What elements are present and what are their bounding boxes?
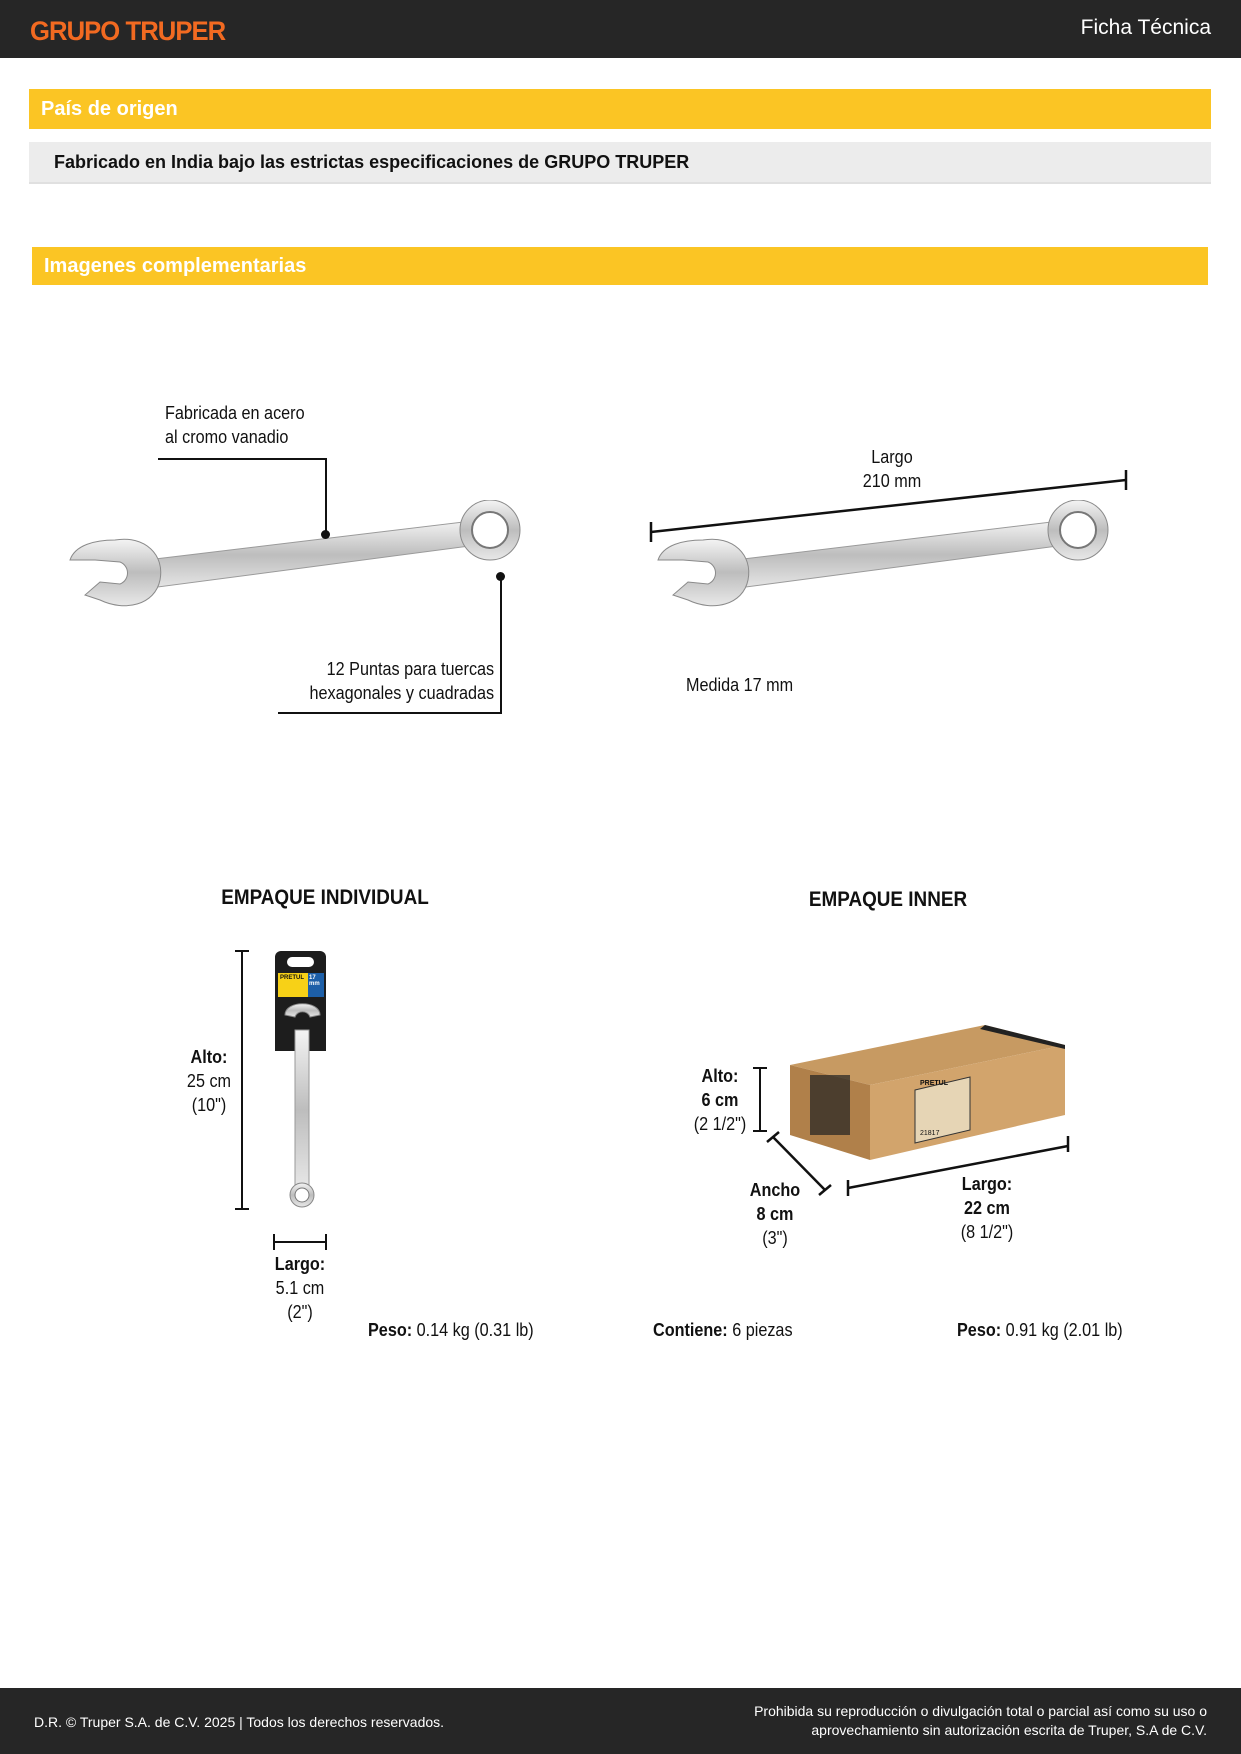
footer [0,1688,1241,1754]
wrench-image-features [60,500,540,610]
individual-alto [164,1045,254,1117]
inner-ancho [730,1178,820,1250]
card-brand: PRETUL [278,973,308,997]
callout-line: hexagonales y cuadradas [309,683,494,703]
callout-leader [158,458,326,460]
callout-leader [500,576,502,714]
size-label: Medida 17 mm [686,675,794,695]
contains-label: Contiene: [653,1320,728,1340]
callout-line: 12 Puntas para tuercas [326,659,494,679]
inner-alto [675,1064,765,1136]
weight-label: Peso: [368,1320,413,1340]
card-size: 17 mm [308,973,324,997]
length-word: Largo [871,447,913,467]
callout-leader [325,458,327,533]
weight-value: 0.91 kg (2.01 lb) [1001,1320,1123,1340]
footer-legal-line: aprovechamiento sin autorización escrita de Truper, S.A de C.V. [811,1722,1207,1738]
largo-value: 22 cm [964,1198,1010,1218]
dimension-cap [235,950,249,952]
box-brand: PRETUL [920,1080,948,1087]
origin-text: Fabricado en India bajo las estrictas especificaciones de GRUPO TRUPER [29,142,1211,184]
largo-word: Largo: [274,1254,326,1274]
footer-copyright: D.R. © Truper S.A. de C.V. 2025 | Todos los derechos reservados. [34,1714,445,1730]
individual-weight [368,1318,534,1342]
hang-hole [287,957,314,967]
length-label [847,445,937,493]
header-bar [0,0,1241,58]
largo-value: 5.1 cm [275,1278,325,1298]
alto-value-in: (10") [191,1095,227,1115]
alto-value: 25 cm [186,1071,232,1091]
dimension-cap [273,1234,275,1250]
document-title: Ficha Técnica [1080,16,1211,39]
alto-word: Alto: [190,1047,228,1067]
alto-value: 6 cm [701,1090,739,1110]
largo-dimension-line [273,1241,327,1243]
callout-line: Fabricada en acero [165,403,305,423]
callout-leader [278,712,502,714]
box-code: 21817 [920,1130,940,1137]
alto-value-in: (2 1/2") [693,1114,747,1134]
callout-dot [496,572,505,581]
ancho-word: Ancho [749,1180,801,1200]
callout-points [309,657,494,705]
largo-value-in: (8 1/2") [960,1222,1014,1242]
inner-largo [942,1172,1032,1244]
packaged-wrench-image [280,1005,325,1210]
inner-title: EMPAQUE INNER [808,888,968,911]
ancho-value: 8 cm [756,1204,794,1224]
weight-value: 0.14 kg (0.31 lb) [412,1320,534,1340]
largo-word: Largo: [961,1174,1013,1194]
individual-title: EMPAQUE INDIVIDUAL [221,886,429,909]
dimension-cap [325,1234,327,1250]
ancho-value-in: (3") [762,1228,788,1248]
largo-value-in: (2") [287,1302,313,1322]
contains-value: 6 piezas [727,1320,793,1340]
section-heading-images: Imagenes complementarias [32,247,1208,285]
dimension-cap [235,1208,249,1210]
callout-line: al cromo vanadio [165,427,289,447]
brand-logo: GRUPO TRUPER [30,16,226,46]
callout-dot [321,530,330,539]
section-heading-origin: País de origen [29,89,1211,129]
weight-label: Peso: [957,1320,1002,1340]
inner-contains [653,1318,793,1342]
length-value: 210 mm [862,471,922,491]
alto-word: Alto: [701,1066,739,1086]
inner-weight [957,1318,1123,1342]
individual-largo [255,1252,345,1324]
callout-material [165,401,305,449]
footer-legal-line: Prohibida su reproducción o divulgación total o parcial así como su uso o [754,1703,1207,1719]
footer-legal [754,1702,1207,1740]
